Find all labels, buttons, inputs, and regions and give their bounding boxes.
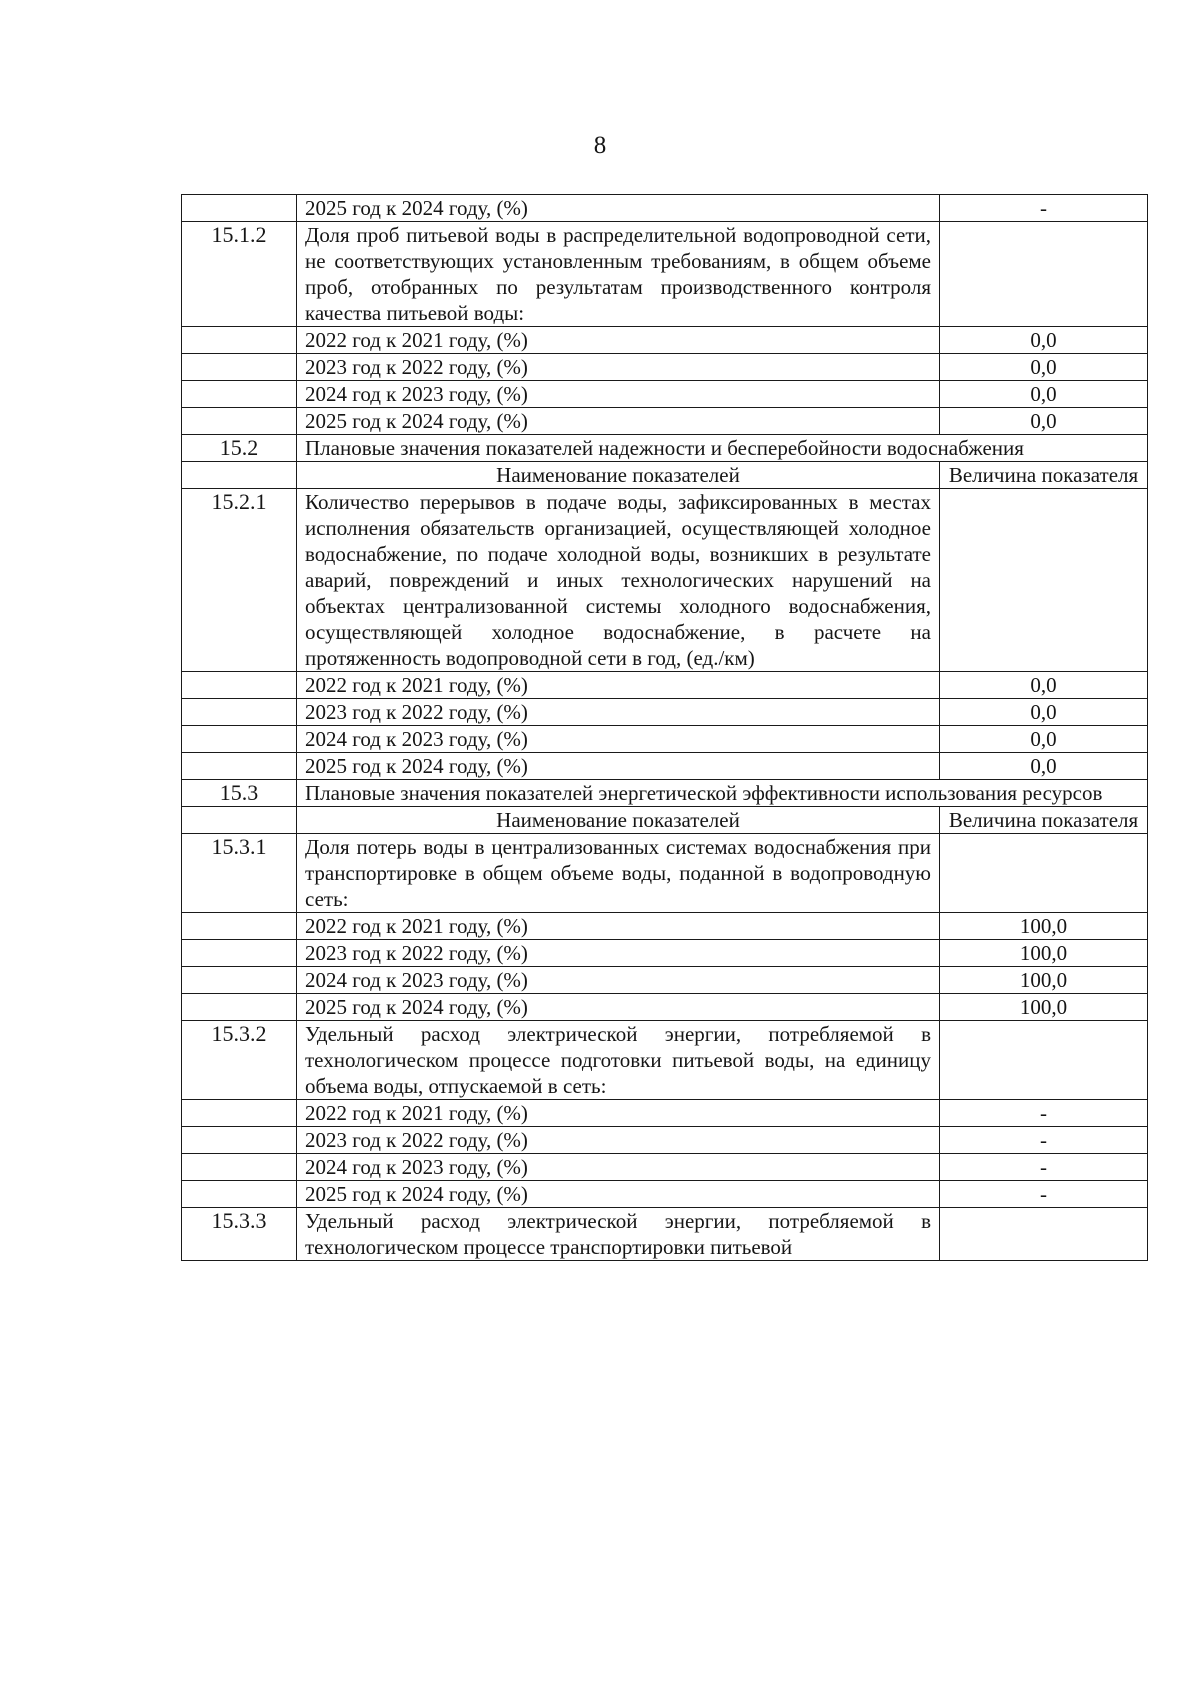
row-number	[182, 354, 297, 381]
header-number-cell	[182, 462, 297, 489]
year-label: 2022 год к 2021 году, (%)	[297, 913, 940, 940]
row-number	[182, 327, 297, 354]
year-label: 2024 год к 2023 году, (%)	[297, 726, 940, 753]
indicator-name: Удельный расход электрической энергии, потребляемой в технологическом процессе транспортировки питьевой	[297, 1208, 940, 1261]
section-title: Плановые значения показателей надежности и бесперебойности водоснабжения	[297, 435, 1148, 462]
section-title: Плановые значения показателей энергетической эффективности использования ресурсов	[297, 780, 1148, 807]
section-number: 15.2	[182, 435, 297, 462]
row-number	[182, 913, 297, 940]
indicator-value: 0,0	[940, 408, 1148, 435]
section-row	[182, 435, 1148, 462]
year-label: 2024 год к 2023 году, (%)	[297, 967, 940, 994]
year-label: 2022 год к 2021 году, (%)	[297, 672, 940, 699]
year-row	[182, 381, 1148, 408]
indicator-value: -	[940, 1100, 1148, 1127]
year-label: 2025 год к 2024 году, (%)	[297, 753, 940, 780]
column-header-row	[182, 807, 1148, 834]
row-number	[182, 940, 297, 967]
year-row	[182, 967, 1148, 994]
indicator-row	[182, 1208, 1148, 1261]
row-number	[182, 1181, 297, 1208]
header-number-cell	[182, 807, 297, 834]
row-number	[182, 195, 297, 222]
indicator-row	[182, 1021, 1148, 1100]
year-row	[182, 327, 1148, 354]
row-number	[182, 994, 297, 1021]
year-label: 2024 год к 2023 году, (%)	[297, 1154, 940, 1181]
year-row	[182, 913, 1148, 940]
row-number	[182, 1154, 297, 1181]
indicator-number: 15.3.3	[182, 1208, 297, 1261]
indicator-value: 0,0	[940, 699, 1148, 726]
year-row	[182, 699, 1148, 726]
indicator-value	[940, 834, 1148, 913]
row-number	[182, 753, 297, 780]
year-row	[182, 1127, 1148, 1154]
indicator-value: -	[940, 1127, 1148, 1154]
row-number	[182, 672, 297, 699]
indicator-number: 15.3.1	[182, 834, 297, 913]
row-number	[182, 1127, 297, 1154]
indicator-name: Доля потерь воды в централизованных системах водоснабжения при транспортировке в общем объеме воды, поданной в водопроводную сеть:	[297, 834, 940, 913]
year-row	[182, 726, 1148, 753]
row-number	[182, 381, 297, 408]
year-row	[182, 408, 1148, 435]
year-label: 2025 год к 2024 году, (%)	[297, 408, 940, 435]
year-label: 2022 год к 2021 году, (%)	[297, 1100, 940, 1127]
indicator-value	[940, 489, 1148, 672]
year-row	[182, 1181, 1148, 1208]
year-label: 2025 год к 2024 году, (%)	[297, 1181, 940, 1208]
row-number	[182, 726, 297, 753]
indicator-value: 0,0	[940, 354, 1148, 381]
indicator-value: 100,0	[940, 967, 1148, 994]
indicator-value: 0,0	[940, 327, 1148, 354]
indicator-number: 15.3.2	[182, 1021, 297, 1100]
indicator-row	[182, 489, 1148, 672]
page-number: 8	[593, 132, 607, 159]
year-row	[182, 1154, 1148, 1181]
year-label: 2023 год к 2022 году, (%)	[297, 699, 940, 726]
year-label: 2022 год к 2021 году, (%)	[297, 327, 940, 354]
indicator-value: 100,0	[940, 913, 1148, 940]
indicator-value: 0,0	[940, 381, 1148, 408]
column-header-name: Наименование показателей	[297, 462, 940, 489]
indicator-value	[940, 222, 1148, 327]
indicator-name: Доля проб питьевой воды в распределительной водопроводной сети, не соответствующих установленным требованиям, в общем объеме проб, отобранных по результатам производственного контроля качества питьевой воды:	[297, 222, 940, 327]
indicator-value: 0,0	[940, 753, 1148, 780]
indicator-number: 15.1.2	[182, 222, 297, 327]
indicator-value: 100,0	[940, 994, 1148, 1021]
row-number	[182, 1100, 297, 1127]
indicator-value: 0,0	[940, 672, 1148, 699]
year-label: 2025 год к 2024 году, (%)	[297, 195, 940, 222]
section-row	[182, 780, 1148, 807]
year-label: 2025 год к 2024 году, (%)	[297, 994, 940, 1021]
year-row	[182, 1100, 1148, 1127]
indicator-value: 100,0	[940, 940, 1148, 967]
indicator-value: -	[940, 195, 1148, 222]
row-number	[182, 967, 297, 994]
year-row	[182, 354, 1148, 381]
row-number	[182, 699, 297, 726]
row-number	[182, 408, 297, 435]
indicators-table-body	[182, 195, 1148, 1261]
indicator-value: -	[940, 1181, 1148, 1208]
year-label: 2023 год к 2022 году, (%)	[297, 940, 940, 967]
section-number: 15.3	[182, 780, 297, 807]
indicator-name: Удельный расход электрической энергии, потребляемой в технологическом процессе подготовки питьевой воды, на единицу объема воды, отпускаемой в сеть:	[297, 1021, 940, 1100]
column-header-name: Наименование показателей	[297, 807, 940, 834]
indicator-name: Количество перерывов в подаче воды, зафиксированных в местах исполнения обязательств организацией, осуществляющей холодное водоснабжение, по подаче холодной воды, возникших в результате аварий, повреждений и иных технологических нарушений на объектах централизованной системы холодного водоснабжения, осуществляющей холодное водоснабжение, в расчете на протяженность водопроводной сети в год, (ед./км)	[297, 489, 940, 672]
year-row	[182, 195, 1148, 222]
year-label: 2023 год к 2022 году, (%)	[297, 354, 940, 381]
column-header-row	[182, 462, 1148, 489]
year-row	[182, 994, 1148, 1021]
year-row	[182, 940, 1148, 967]
indicator-row	[182, 222, 1148, 327]
year-row	[182, 753, 1148, 780]
indicator-value	[940, 1021, 1148, 1100]
year-label: 2023 год к 2022 году, (%)	[297, 1127, 940, 1154]
indicator-value: 0,0	[940, 726, 1148, 753]
year-row	[182, 672, 1148, 699]
indicators-table	[181, 194, 1148, 1261]
indicator-row	[182, 834, 1148, 913]
column-header-value: Величина показателя	[940, 462, 1148, 489]
indicator-number: 15.2.1	[182, 489, 297, 672]
year-label: 2024 год к 2023 году, (%)	[297, 381, 940, 408]
indicator-value: -	[940, 1154, 1148, 1181]
indicator-value	[940, 1208, 1148, 1261]
column-header-value: Величина показателя	[940, 807, 1148, 834]
